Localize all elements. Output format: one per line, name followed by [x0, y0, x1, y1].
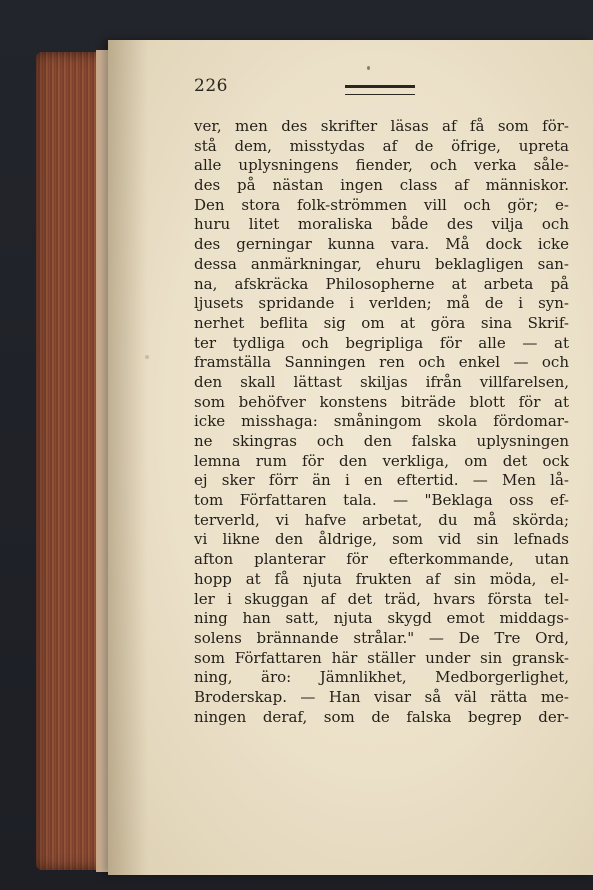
text-line: ej sker förr än i en eftertid. — Men lå- — [194, 471, 569, 490]
text-line: som behöfver konstens biträde blott för at — [194, 392, 569, 411]
text-line: den skall lättast skiljas ifrån villfarelsen, — [194, 372, 569, 391]
text-line: vi likne den åldrige, som vid sin lefnads — [194, 530, 569, 549]
text-line: ningen deraf, som de falska begrep der- — [194, 707, 569, 726]
header-rule — [345, 85, 415, 95]
text-line: solens brännande strålar." — De Tre Ord, — [194, 628, 569, 647]
text-line: des på nästan ingen class af människor. — [194, 176, 569, 195]
text-line: dessa anmärkningar, ehuru beklagligen san- — [194, 254, 569, 273]
text-line: som Författaren här ställer under sin gransk- — [194, 648, 569, 667]
page-number: 226 — [194, 76, 228, 96]
text-line: stå dem, misstydas af de öfrige, upreta — [194, 136, 569, 155]
text-line: ne skingras och den falska uplysningen — [194, 432, 569, 450]
text-line: na, afskräcka Philosopherne at arbeta på — [194, 274, 569, 293]
text-line: alle uplysningens fiender, och verka såle- — [194, 156, 569, 175]
text-line: ning han satt, njuta skygd emot middags- — [194, 609, 569, 628]
text-line: tom Författaren tala. — "Beklaga oss ef- — [194, 491, 569, 510]
text-line: huru litet moraliska både des vilja och — [194, 215, 569, 234]
text-line: Broderskap. — Han visar så väl rätta me- — [194, 687, 569, 706]
text-line: ver, men des skrifter läsas af få som för- — [194, 117, 569, 135]
text-line: nerhet beflita sig om at göra sina Skrif- — [194, 313, 569, 332]
text-line: ler i skuggan af det träd, hvars första tel- — [194, 589, 569, 608]
text-line: framställa Sanningen ren och enkel — och — [194, 353, 569, 372]
text-line: lemna rum för den verkliga, om det ock — [194, 451, 569, 470]
ink-dot — [367, 66, 370, 70]
text-line: ljusets spridande i verlden; må de i syn- — [194, 294, 569, 313]
text-line: Den stora folk-strömmen vill och gör; e- — [194, 195, 569, 214]
text-line: ning, äro: Jämnlikhet, Medborgerlighet, — [194, 668, 569, 687]
gutter-shadow — [108, 40, 148, 875]
text-line: icke misshaga: småningom skola fördomar- — [194, 412, 569, 431]
text-line: afton planterar för efterkommande, utan — [194, 550, 569, 569]
text-line: terverld, vi hafve arbetat, du må skörda; — [194, 510, 569, 529]
body-text — [194, 117, 569, 727]
text-line: des gerningar kunna vara. Må dock icke — [194, 235, 569, 254]
text-line: ter tydliga och begripliga för alle — at — [194, 333, 569, 352]
text-line: hopp at få njuta frukten af sin möda, el- — [194, 569, 569, 588]
paper-speck — [145, 355, 149, 359]
